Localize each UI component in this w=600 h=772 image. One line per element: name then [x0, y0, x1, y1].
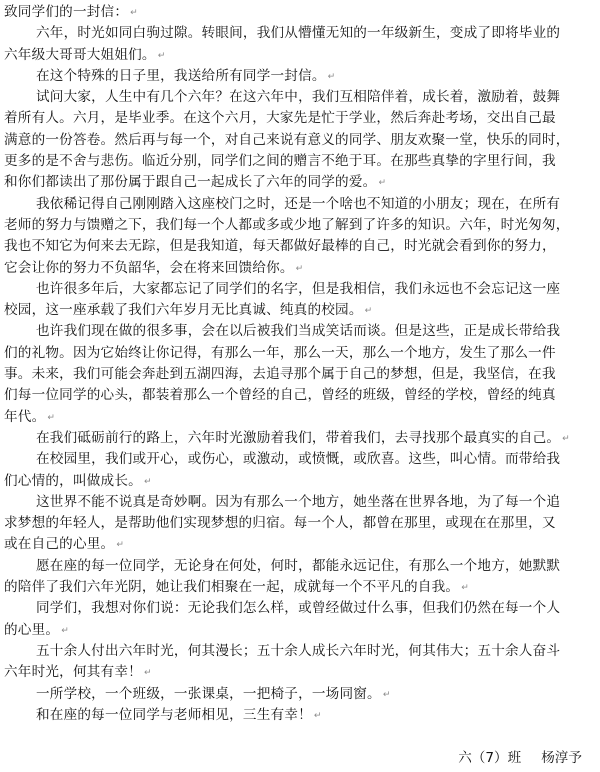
letter-line-text: 和你们都读出了那份属于跟自己一起成长了六年的同学的爱。 [4, 174, 377, 191]
paragraph-mark-icon: ↵ [461, 583, 469, 594]
letter-line [4, 151, 596, 172]
letter-line-text: 们心情的，叫做成长。 [4, 472, 142, 489]
paragraph-mark-icon: ↵ [382, 689, 391, 700]
letter-line [4, 428, 596, 449]
letter-line [4, 556, 596, 577]
letter-line-text: 我也不知它为何来去无踪，但是我知道，每天都做好最棒的自己，时光就会看到你的努力， [4, 238, 556, 255]
letter-line [4, 258, 596, 279]
letter-line [4, 492, 596, 513]
signature-class-label: 六（7）班 [458, 750, 522, 766]
letter-line [4, 534, 596, 555]
letter-line [4, 194, 596, 215]
letter-line [4, 513, 596, 534]
letter-line [4, 279, 596, 300]
letter-line-text: 六年，时光如同白驹过隙。转眼间，我们从懵懂无知的一年级新生，变成了即将毕业的 [36, 25, 561, 42]
letter-line-text: 同学们，我想对你们说：无论我们怎么样，或曾经做过什么事，但我们仍然在每一个人 [36, 600, 561, 617]
letter-line [4, 45, 596, 66]
letter-line [4, 662, 596, 683]
letter-line-text: 年代。 [4, 408, 46, 425]
letter-line-text: 六年级大哥哥大姐姐们。 [4, 46, 156, 63]
paragraph-mark-icon: ↵ [378, 178, 387, 189]
letter-line-text: 它会让你的努力不负韶华，会在将来回馈给你。 [4, 259, 294, 276]
paragraph-mark-icon: ↵ [116, 540, 125, 551]
letter-document [4, 2, 596, 726]
letter-line-text: 事。未来，我们可能会奔赴到五湖四海，去追寻那个属于自己的梦想，但是，我坚信，在我 [4, 366, 556, 383]
letter-line [4, 471, 596, 492]
letter-line [4, 641, 596, 662]
letter-line [4, 87, 596, 108]
letter-line [4, 598, 596, 619]
letter-line [4, 407, 596, 428]
letter-line [4, 705, 596, 726]
paragraph-mark-icon: ↵ [364, 306, 373, 317]
paragraph-mark-icon: ↵ [47, 412, 56, 423]
letter-line [4, 130, 596, 151]
letter-line-text: 六年时光，何其有幸！ [4, 664, 142, 681]
paragraph-mark-icon: ↵ [327, 71, 336, 82]
letter-line-text: 在这个特殊的日子里，我送给所有同学一封信。 [36, 67, 326, 84]
letter-line [4, 385, 596, 406]
letter-line-text: 的心里。 [4, 621, 60, 638]
paragraph-mark-icon: ↵ [562, 433, 570, 444]
letter-line [4, 300, 596, 321]
letter-line-text: 更多的是不舍与悲伤。临近分别，同学们之间的赠言不绝于耳。在那些真挚的字里行间，我 [4, 153, 556, 170]
letter-line-text: 满意的一份答卷。然后再与每一个，对自己来说有意义的同学、朋友欢聚一堂，快乐的同时， [4, 131, 570, 148]
letter-line [4, 66, 596, 87]
paragraph-mark-icon: ↵ [157, 50, 166, 61]
letter-line-text: 也许很多年后，大家都忘记了同学们的名字，但是我相信，我们永远也不会忘记这一座 [36, 280, 561, 297]
letter-line-text: 校园，这一座承载了我们六年岁月无比真诚、纯真的校园。 [4, 302, 363, 319]
letter-line-text: 一所学校，一个班级，一张课桌，一把椅子，一场同窗。 [36, 685, 381, 702]
letter-line [4, 108, 596, 129]
letter-line-text: 这世界不能不说真是奇妙啊。因为有那么一个地方，她坐落在世界各地，为了每一个追 [36, 493, 561, 510]
letter-line [4, 364, 596, 385]
letter-line [4, 23, 596, 44]
paragraph-mark-icon: ↵ [130, 8, 138, 18]
letter-line [4, 577, 596, 598]
letter-line [4, 684, 596, 705]
paragraph-mark-icon: ↵ [313, 710, 322, 721]
letter-line-text: 的陪伴了我们六年光阴，她让我们相聚在一起，成就每一个不平凡的自我。 [4, 579, 460, 596]
letter-line-text: 老师的努力与馈赠之下，我们每一个人都或多或少地了解到了许多的知识。六年，时光匆匆， [4, 216, 570, 233]
paragraph-mark-icon: ↵ [143, 668, 152, 679]
letter-salutation [4, 2, 596, 23]
letter-line-text: 在校园里，我们或开心，或伤心，或激动，或愤慨，或欣喜。这些，叫心情。而带给我 [36, 451, 561, 468]
letter-line [4, 343, 596, 364]
letter-line-text: 愿在座的每一位同学，无论身在何处，何时，都能永远记住，有那么一个地方，她默默 [36, 557, 561, 574]
letter-line [4, 215, 596, 236]
letter-line-text: 在我们砥砺前行的路上，六年时光激励着我们，带着我们，去寻找那个最真实的自己。 [36, 429, 561, 446]
letter-line-text: 或在自己的心里。 [4, 536, 115, 553]
paragraph-mark-icon: ↵ [295, 263, 304, 274]
signature-author: 杨淳予 [541, 750, 582, 766]
paragraph-mark-icon: ↵ [61, 625, 69, 636]
letter-line-text: 们的礼物。因为它始终让你记得，有那么一年，那么一天，那么一个地方，发生了那么一件 [4, 344, 556, 361]
letter-line-text: 求梦想的年轻人，是帮助他们实现梦想的归宿。每一个人，都曾在那里，或现在在那里，又 [4, 515, 556, 532]
salutation-text: 致同学们的一封信： [4, 4, 129, 20]
letter-line [4, 172, 596, 193]
letter-line-text: 们每一位同学的心头，都装着那么一个曾经的自己，曾经的班级，曾经的学校，曾经的纯真 [4, 387, 556, 404]
letter-line-text: 我依稀记得自己刚刚踏入这座校门之时，还是一个啥也不知道的小朋友；现在，在所有 [36, 195, 561, 212]
letter-line [4, 321, 596, 342]
letter-line-text: 试问大家，人生中有几个六年？在这六年中，我们互相陪伴着，成长着，激励着，鼓舞 [36, 89, 561, 106]
letter-line [4, 620, 596, 641]
letter-line-text: 也许我们现在做的很多事，会在以后被我们当成笑话而谈。但是这些，正是成长带给我 [36, 323, 561, 340]
letter-line [4, 449, 596, 470]
letter-signature [458, 748, 582, 768]
letter-line-text: 和在座的每一位同学与老师相见，三生有幸！ [36, 706, 312, 723]
letter-line-text: 着所有人。六月，是毕业季。在这个六月，大家先是忙于学业，然后奔赴考场，交出自己最 [4, 110, 556, 127]
paragraph-mark-icon: ↵ [143, 476, 152, 487]
letter-line-text: 五十余人付出六年时光，何其漫长；五十余人成长六年时光，何其伟大；五十余人奋斗 [36, 642, 561, 659]
letter-body [4, 23, 596, 726]
letter-line [4, 236, 596, 257]
